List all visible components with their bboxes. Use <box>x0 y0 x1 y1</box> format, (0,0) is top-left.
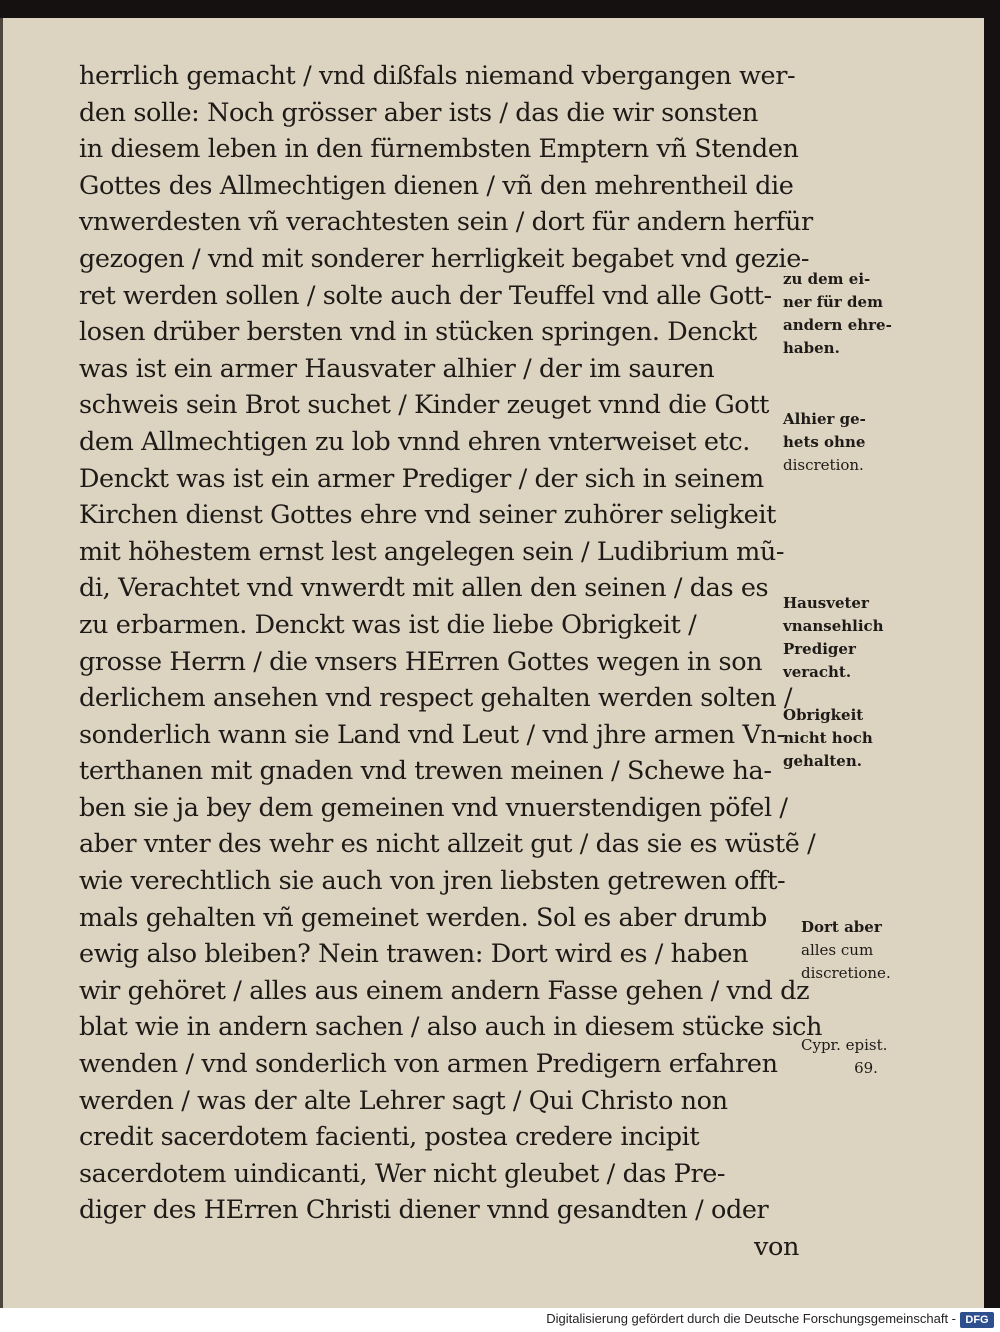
margin-note <box>783 592 943 684</box>
text-line: gezogen / vnd mit sonderer herrligkeit begabet vnd gezie- <box>79 243 810 274</box>
text-line: zu erbarmen. Denckt was ist die liebe Obrigkeit / <box>79 609 697 640</box>
dfg-logo: DFG <box>960 1312 994 1328</box>
text-line: sacerdotem uindicanti, Wer nicht gleubet / das Pre- <box>79 1158 726 1189</box>
text-line: ben sie ja bey dem gemeinen vnd vnuerstendigen pöfel / <box>79 792 788 823</box>
text-line: wenden / vnd sonderlich von armen Predigern erfahren <box>79 1049 778 1080</box>
main-text-block <box>79 58 823 1266</box>
margin-note-line: zu dem ei- <box>783 270 871 288</box>
margin-note <box>783 704 943 773</box>
text-line: ewig also bleiben? Nein trawen: Dort wird es / haben <box>79 939 749 970</box>
text-line: wir gehöret / alles aus einem andern Fasse gehen / vnd dz <box>79 975 810 1006</box>
text-line: aber vnter des wehr es nicht allzeit gut / das sie es wüstẽ / <box>79 829 816 860</box>
text-line: credit sacerdotem facienti, postea credere incipit <box>79 1122 700 1153</box>
text-line: diger des HErren Christi diener vnnd gesandten / oder <box>79 1195 769 1226</box>
text-line: was ist ein armer Hausvater alhier / der im sauren <box>79 353 715 384</box>
text-line: werden / was der alte Lehrer sagt / Qui Christo non <box>79 1085 728 1116</box>
margin-note-line: haben. <box>783 339 840 357</box>
text-line: den solle: Noch grösser aber ists / das die wir sonsten <box>79 97 759 128</box>
margin-note-line: Alhier ge- <box>783 410 866 428</box>
text-line: mals gehalten vñ gemeinet werden. Sol es aber drumb <box>79 902 767 933</box>
text-line: dem Allmechtigen zu lob vnnd ehren vnterweiset etc. <box>79 426 750 457</box>
text-line: Denckt was ist ein armer Prediger / der sich in seinem <box>79 463 764 494</box>
margin-note-line: gehalten. <box>783 752 862 770</box>
text-line: wie verechtlich sie auch von jren liebsten getrewen offt- <box>79 866 786 897</box>
text-line: herrlich gemacht / vnd dißfals niemand vbergangen wer- <box>79 61 796 91</box>
margin-note-line: 69. <box>854 1059 878 1077</box>
margin-note <box>801 1034 931 1080</box>
footer-bar <box>0 1308 1000 1332</box>
margin-note-line: andern ehre- <box>783 316 892 334</box>
text-line: ret werden sollen / solte auch der Teuffel vnd alle Gott- <box>79 280 772 311</box>
text-line: sonderlich wann sie Land vnd Leut / vnd jhre armen Vn- <box>79 719 785 750</box>
margin-note-line: Obrigkeit <box>783 706 864 724</box>
text-line: terthanen mit gnaden vnd trewen meinen / Schewe ha- <box>79 756 772 787</box>
margin-note-line: hets ohne <box>783 433 866 451</box>
text-line: schweis sein Brot suchet / Kinder zeuget vnnd die Gott <box>79 390 769 421</box>
margin-note-line: vnansehlich <box>783 617 884 635</box>
margin-note <box>783 268 943 360</box>
margin-note-line: Dort aber <box>801 918 882 936</box>
text-line: blat wie in andern sachen / also auch in diesem stücke sich <box>79 1012 823 1043</box>
margin-note-line: veracht. <box>783 663 852 681</box>
margin-note-line: Prediger <box>783 640 856 658</box>
text-line: in diesem leben in den fürnembsten Emptern vñ Stenden <box>79 134 799 165</box>
margin-note-line: ner für dem <box>783 293 883 311</box>
catchword: von <box>754 1232 799 1262</box>
margin-note-line: Hausveter <box>783 594 869 612</box>
margin-note-line: discretione. <box>801 964 891 982</box>
text-line: losen drüber bersten vnd in stücken springen. Denckt <box>79 317 757 348</box>
text-line: vnwerdesten vñ verachtesten sein / dort für andern herfür <box>79 207 813 238</box>
margin-note <box>801 916 961 985</box>
margin-note <box>783 408 943 477</box>
text-line: grosse Herrn / die vnsers HErren Gottes wegen in son <box>79 646 763 677</box>
margin-note-line: discretion. <box>783 456 864 474</box>
text-line: di, Verachtet vnd vnwerdt mit allen den seinen / das es <box>79 573 769 604</box>
funding-credit: Digitalisierung gefördert durch die Deutsche Forschungsgemeinschaft - <box>546 1311 956 1326</box>
book-page <box>0 18 984 1308</box>
margin-note-line: nicht hoch <box>783 729 873 747</box>
text-line: Kirchen dienst Gottes ehre vnd seiner zuhörer seligkeit <box>79 500 776 531</box>
margin-note-line: Cypr. epist. <box>801 1036 888 1054</box>
text-line: mit höhestem ernst lest angelegen sein / Ludibrium mũ- <box>79 536 785 567</box>
text-line: derlichem ansehen vnd respect gehalten werden solten / <box>79 683 793 714</box>
text-line: Gottes des Allmechtigen dienen / vñ den mehrentheil die <box>79 170 794 201</box>
margin-note-line: alles cum <box>801 941 874 959</box>
